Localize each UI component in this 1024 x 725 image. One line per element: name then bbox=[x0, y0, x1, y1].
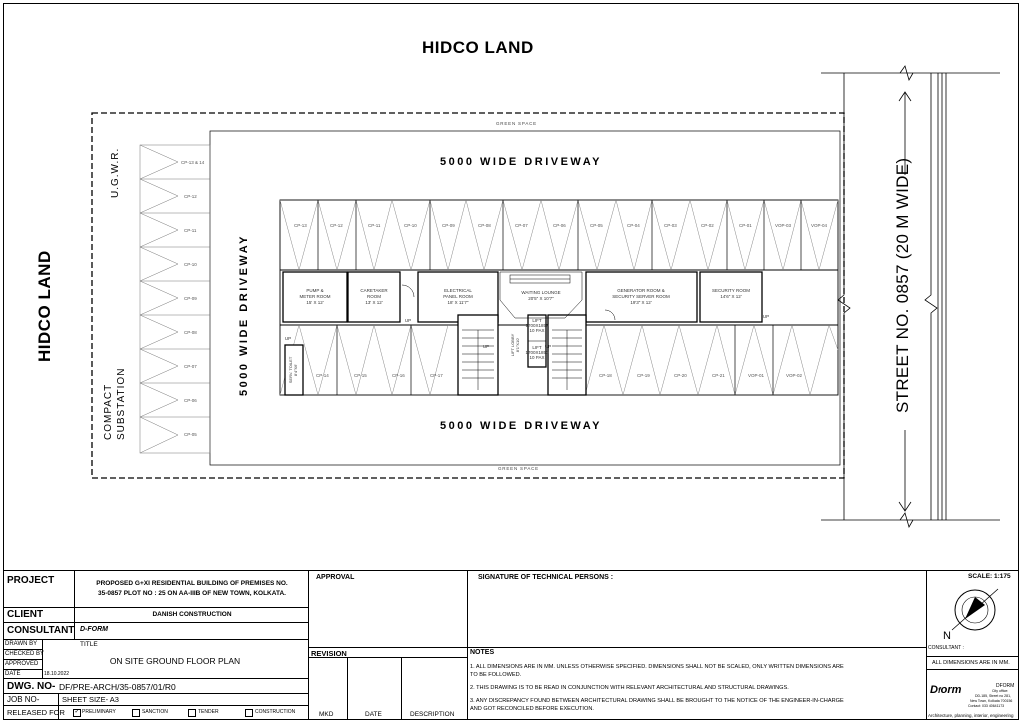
heading-left: HIDCO LAND bbox=[35, 250, 54, 362]
svg-text:CP-07: CP-07 bbox=[184, 364, 197, 369]
svg-text:1700X1850: 1700X1850 bbox=[525, 350, 549, 355]
svg-text:CP-06: CP-06 bbox=[184, 398, 197, 403]
svg-text:CP-04: CP-04 bbox=[627, 223, 640, 228]
project-label: PROJECT bbox=[7, 575, 55, 586]
driveway-left: 5000 WIDE DRIVEWAY bbox=[238, 234, 250, 396]
checkbox-tender[interactable] bbox=[188, 709, 196, 717]
heading-top: HIDCO LAND bbox=[422, 38, 534, 57]
svg-text:CP-12: CP-12 bbox=[184, 194, 197, 199]
consultant-label: CONSULTANT bbox=[7, 625, 75, 636]
north-label: N bbox=[943, 630, 951, 642]
consultant-value: D-FORM bbox=[80, 626, 108, 633]
svg-text:CP-09: CP-09 bbox=[184, 296, 197, 301]
svg-text:SECURITY SERVER ROOM: SECURITY SERVER ROOM bbox=[612, 294, 670, 299]
project-line2: 35-0857 PLOT NO : 25 ON AA-IIIB OF NEW TOWN, KOLKATA. bbox=[98, 590, 286, 597]
note-3b: AND GOT RECONCILED BEFORE EXECUTION. bbox=[470, 706, 594, 712]
svg-text:CP-07: CP-07 bbox=[515, 223, 528, 228]
svg-text:10 PAX: 10 PAX bbox=[529, 328, 545, 333]
rev-date-label: DATE bbox=[365, 711, 382, 718]
dwg-value: DF/PRE-ARCH/35-0857/01/R0 bbox=[59, 682, 176, 692]
svg-text:UP: UP bbox=[284, 336, 292, 341]
svg-text:ROOM: ROOM bbox=[367, 294, 381, 299]
svg-text:UP: UP bbox=[544, 344, 552, 349]
scale-label: SCALE: 1:175 bbox=[968, 573, 1011, 580]
job-label: JOB NO- bbox=[7, 695, 40, 704]
driveway-bottom: 5000 WIDE DRIVEWAY bbox=[440, 420, 602, 432]
sheet-size: SHEET SIZE- A3 bbox=[62, 695, 119, 704]
option-construction: CONSTRUCTION bbox=[255, 709, 296, 715]
date-label: DATE bbox=[5, 671, 21, 677]
svg-text:UP: UP bbox=[762, 314, 770, 319]
firm-address-1: City office: bbox=[992, 689, 1009, 693]
svg-text:CP-21: CP-21 bbox=[712, 373, 725, 378]
svg-text:CP-02: CP-02 bbox=[701, 223, 714, 228]
svg-text:LIFT: LIFT bbox=[532, 318, 542, 323]
project-line1: PROPOSED G+XI RESIDENTIAL BUILDING OF PREMISES NO. bbox=[96, 580, 288, 587]
svg-text:10 PAX: 10 PAX bbox=[529, 355, 545, 360]
revision-label: REVISION bbox=[311, 649, 347, 658]
dims-note: ALL DIMENSIONS ARE IN MM. bbox=[932, 660, 1010, 666]
firm-name: DFORM bbox=[996, 683, 1015, 689]
svg-text:CP-20: CP-20 bbox=[674, 373, 687, 378]
svg-text:CP-11: CP-11 bbox=[368, 223, 381, 228]
client-label: CLIENT bbox=[7, 609, 44, 620]
checkbox-sanction[interactable] bbox=[132, 709, 140, 717]
svg-text:PUMP &: PUMP & bbox=[306, 288, 324, 293]
approval-label: APPROVAL bbox=[316, 574, 355, 581]
notes-label: NOTES bbox=[470, 649, 495, 656]
svg-text:CP-05: CP-05 bbox=[590, 223, 603, 228]
svg-text:CP-06: CP-06 bbox=[553, 223, 566, 228]
svg-text:WAITING LOUNGE: WAITING LOUNGE bbox=[521, 290, 561, 295]
consultant-small: CONSULTANT : bbox=[928, 645, 964, 651]
svg-text:CP-08: CP-08 bbox=[184, 330, 197, 335]
svg-text:CARETAKER: CARETAKER bbox=[360, 288, 388, 293]
svg-text:CP-01: CP-01 bbox=[739, 223, 752, 228]
note-3a: 3. ANY DISCREPANCY FOUND BETWEEN ARCHITECTURAL DRAWING SHALL BE BROUGHT TO THE NOTICE OF THE ENGINEER-IN-CHARGE bbox=[470, 698, 844, 704]
approved: APPROVED bbox=[5, 661, 39, 667]
svg-text:CP-08: CP-08 bbox=[478, 223, 491, 228]
dform-logo: Dform bbox=[930, 684, 962, 696]
green-space-top: GREEN SPACE bbox=[496, 121, 537, 126]
svg-text:CP-13 & 14: CP-13 & 14 bbox=[181, 160, 205, 165]
note-1a: 1. ALL DIMENSIONS ARE IN MM. UNLESS OTHERWISE SPECIFIED. DIMENSIONS SHALL NOT BE SCALED, ONLY WRITTEN DIMENSIONS ARE bbox=[470, 664, 844, 670]
svg-text:GENERATOR ROOM &: GENERATOR ROOM & bbox=[617, 288, 665, 293]
svg-text:14'6" X 12': 14'6" X 12' bbox=[720, 294, 742, 299]
firm-address-2: DD-185, Street no 281, bbox=[975, 694, 1011, 698]
svg-text:LIFT: LIFT bbox=[532, 345, 542, 350]
svg-text:LIFT LOBBY: LIFT LOBBY bbox=[510, 333, 515, 357]
svg-text:CP-05: CP-05 bbox=[184, 432, 197, 437]
svg-text:CP-15: CP-15 bbox=[354, 373, 367, 378]
svg-text:SERV. TOILET: SERV. TOILET bbox=[288, 356, 293, 384]
svg-text:CP-16: CP-16 bbox=[392, 373, 405, 378]
svg-text:METER ROOM: METER ROOM bbox=[299, 294, 331, 299]
dwg-label: DWG. NO- bbox=[7, 681, 56, 692]
svg-text:CP-11: CP-11 bbox=[184, 228, 197, 233]
svg-text:CP-10: CP-10 bbox=[184, 262, 197, 267]
svg-text:VOP-01: VOP-01 bbox=[748, 373, 765, 378]
svg-text:CP-10: CP-10 bbox=[404, 223, 417, 228]
svg-text:1700X1850: 1700X1850 bbox=[525, 323, 549, 328]
title-value: ON SITE GROUND FLOOR PLAN bbox=[109, 656, 241, 666]
svg-text:20'5" X 10'7": 20'5" X 10'7" bbox=[528, 296, 554, 301]
mkd-label: MKD bbox=[319, 711, 334, 718]
svg-text:CP-09: CP-09 bbox=[442, 223, 455, 228]
green-space-bottom: GREEN SPACE bbox=[498, 466, 539, 471]
firm-address-3: New Town, Kolkata 700156 bbox=[970, 699, 1013, 703]
checkbox-preliminary[interactable]: ✓ bbox=[74, 709, 80, 715]
svg-text:CP-12: CP-12 bbox=[330, 223, 343, 228]
substation-label: SUBSTATION bbox=[116, 367, 127, 440]
option-tender: TENDER bbox=[198, 709, 219, 715]
svg-text:VOP-03: VOP-03 bbox=[775, 223, 792, 228]
released-label: RELEASED FOR bbox=[7, 708, 65, 717]
svg-text:CP-14: CP-14 bbox=[316, 373, 329, 378]
note-1b: TO BE FOLLOWED. bbox=[470, 672, 522, 678]
svg-text:8'4"X6': 8'4"X6' bbox=[293, 363, 298, 377]
svg-text:UP: UP bbox=[404, 318, 412, 323]
ugwr-label: U.G.W.R. bbox=[110, 147, 121, 198]
drawn-by: DRAWN BY bbox=[5, 641, 38, 647]
svg-text:PANEL ROOM: PANEL ROOM bbox=[443, 294, 473, 299]
note-2: 2. THIS DRAWING IS TO BE READ IN CONJUNCTION WITH RELEVANT ARCHITECTURAL AND STRUCTURAL DRAWINGS. bbox=[470, 685, 789, 691]
svg-text:18' X 11'7": 18' X 11'7" bbox=[447, 300, 469, 305]
description-label: DESCRIPTION bbox=[410, 711, 455, 718]
svg-text:CP-13: CP-13 bbox=[294, 223, 307, 228]
svg-text:SECURITY ROOM: SECURITY ROOM bbox=[712, 288, 750, 293]
svg-text:UP: UP bbox=[482, 344, 490, 349]
svg-text:13' X 12': 13' X 12' bbox=[365, 300, 383, 305]
north-arrow-icon bbox=[935, 577, 1005, 643]
driveway-top: 5000 WIDE DRIVEWAY bbox=[440, 156, 602, 168]
compact-label: COMPACT bbox=[103, 383, 114, 440]
title-label: TITLE bbox=[80, 641, 98, 648]
svg-text:VOP-02: VOP-02 bbox=[786, 373, 803, 378]
svg-text:ELECTRICAL: ELECTRICAL bbox=[444, 288, 472, 293]
svg-text:CP-18: CP-18 bbox=[599, 373, 612, 378]
svg-text:15' X 12': 15' X 12' bbox=[306, 300, 324, 305]
svg-text:CP-17: CP-17 bbox=[430, 373, 443, 378]
firm-address-4: Contact: 033 40641173 bbox=[968, 704, 1005, 708]
checked-by: CHECKED BY bbox=[5, 651, 45, 657]
svg-text:CP-19: CP-19 bbox=[637, 373, 650, 378]
signature-label: SIGNATURE OF TECHNICAL PERSONS : bbox=[478, 574, 614, 581]
option-sanction: SANCTION bbox=[142, 709, 168, 715]
street-label: STREET NO. 0857 (20 M WIDE) bbox=[893, 157, 912, 413]
svg-text:19'3" X 12': 19'3" X 12' bbox=[630, 300, 652, 305]
date-value: 18.10.2022 bbox=[44, 671, 70, 677]
svg-text:VOP-04: VOP-04 bbox=[811, 223, 828, 228]
svg-text:CP-03: CP-03 bbox=[664, 223, 677, 228]
client-value: DANISH CONSTRUCTION bbox=[152, 611, 232, 618]
option-preliminary: PRELIMINARY bbox=[82, 709, 116, 715]
svg-text:8'1"X10': 8'1"X10' bbox=[515, 337, 520, 353]
firm-tagline: Architecture, planning, interior, engineering bbox=[928, 713, 1014, 718]
checkbox-construction[interactable] bbox=[245, 709, 253, 717]
